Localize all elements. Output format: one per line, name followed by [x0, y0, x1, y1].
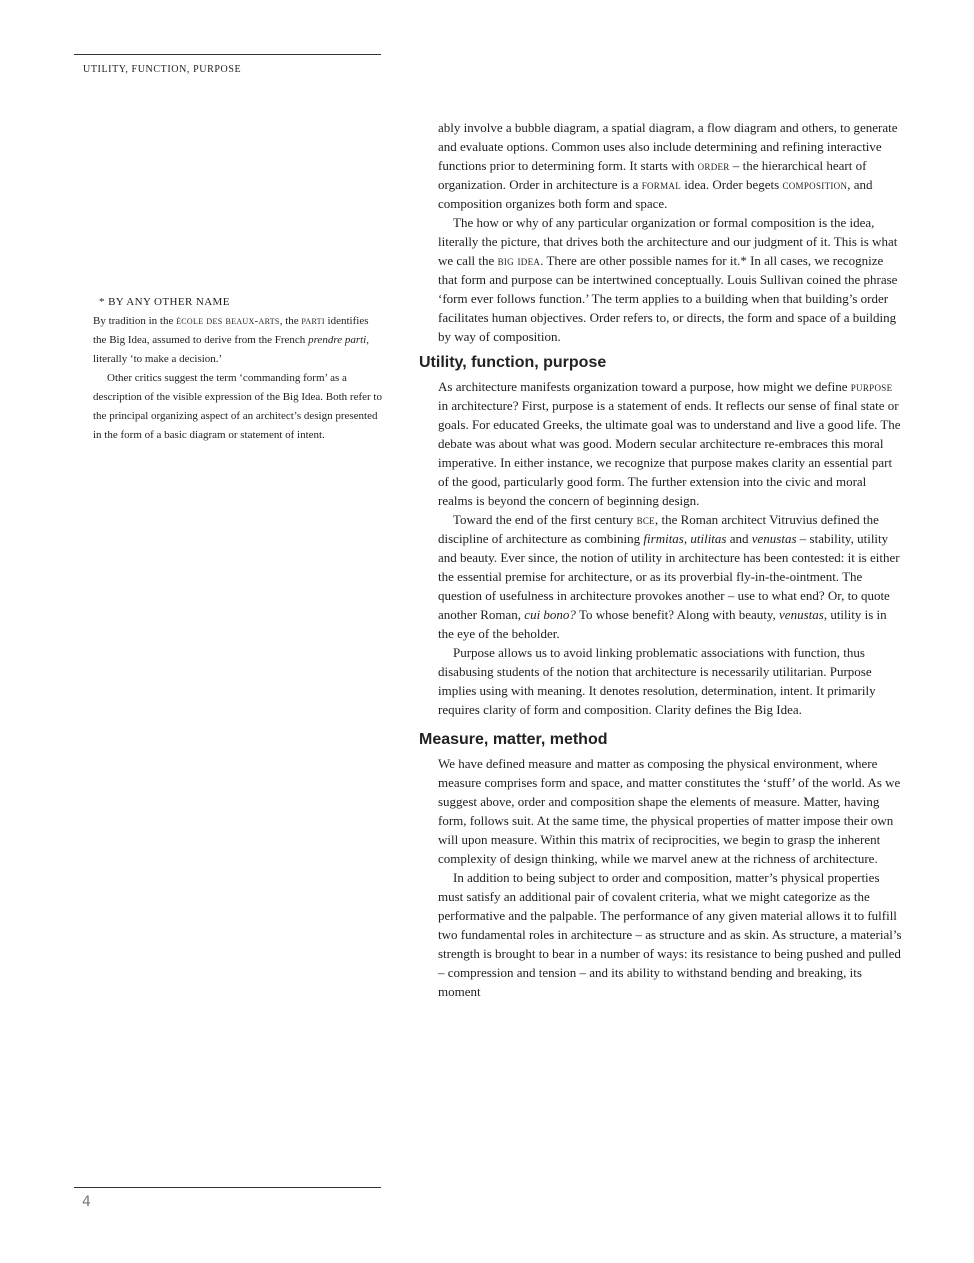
sidenote-title	[99, 293, 383, 312]
bottom-rule	[74, 1187, 381, 1188]
utility-paragraph-1: As architecture manifests organization toward a purpose, how might we define purpose in architecture? First, purpose is a statement of ends. It reflects our sense of final state or goals. For educated Greeks, the ultimate goal was to understand and live a good life. The debate was about what was good. Modern secular architecture re-embraces this moral imperative. In either instance, we recognize that purpose makes clarity an essential part of the good, particularly good form. The further extension into the civic and moral realms is beyond the concern of beginning design.	[438, 379, 901, 508]
utility-paragraph-3: Purpose allows us to avoid linking problematic associations with function, thus disabusing students of the notion that architecture is necessarily utilitarian. Purpose implies using with meaning. It denotes resolution, determination, intent. It primarily requires clarity of form and composition. Clarity defines the Big Idea.	[438, 645, 876, 717]
intro-paragraph-2: The how or why of any particular organization or formal composition is the idea, literally the picture, that drives both the architecture and our judgment of it. This is what we call the big idea. There are other possible names for it.* In all cases, we recognize that form and purpose can be intertwined conceptually. Louis Sullivan coined the phrase ‘form ever follows function.’ The term applies to a building when that building’s order facilitates human objectives. Order refers to, or directs, the form and space of a building by way of composition.	[438, 215, 898, 344]
sidenote-paragraph-1: By tradition in the école des beaux-arts, the parti identifies the Big Idea, assumed to derive from the French prendre parti, literally ‘to make a decision.’	[93, 315, 369, 365]
sidenote	[93, 293, 383, 445]
section-heading-measure: Measure, matter, method	[419, 731, 608, 748]
measure-paragraph-1: We have defined measure and matter as composing the physical environment, where measure comprises form and space, and matter constitutes the ‘stuff’ of the world. As we suggest above, order and composition shape the elements of measure. Matter, having form, follows suit. At the same time, the physical properties of matter impose their own will upon measure. Within this matrix of reciprocities, we begin to grasp the inherent complexity of design thinking, while we marvel anew at the richness of architecture.	[438, 756, 901, 866]
main-column	[419, 118, 904, 1001]
running-head: UTILITY, FUNCTION, PURPOSE	[83, 64, 242, 75]
footnote-marker: *	[99, 296, 105, 308]
intro-paragraph-1: ably involve a bubble diagram, a spatial diagram, a flow diagram and others, to generate and evaluate options. Common uses also include determining and refining interactive functions prior to determining form. It starts with order – the hierarchical heart of organization. Order in architecture is a formal idea. Order begets composition, and composition organizes both form and space.	[438, 120, 898, 211]
measure-paragraph-2: In addition to being subject to order and composition, matter’s physical properties must satisfy an additional pair of covalent criteria, what we might categorize as the performative and the palpable. The performance of any given material allows it to fulfill two fundamental roles in architecture – as structure and as skin. As structure, a material’s strength is brought to bear in a number of ways: its resistance to being pushed and pulled – compression and tension – and its ability to withstand bending and breaking, its moment	[438, 870, 902, 999]
top-rule	[74, 54, 381, 55]
page-number: 4	[82, 1194, 91, 1210]
section-heading-utility: Utility, function, purpose	[419, 354, 607, 371]
sidenote-title-text: BY ANY OTHER NAME	[108, 296, 230, 308]
sidenote-paragraph-2: Other critics suggest the term ‘commanding form’ as a description of the visible expression of the Big Idea. Both refer to the principal organizing aspect of an architect’s design presented in the form of a basic diagram or statement of intent.	[93, 372, 382, 441]
utility-paragraph-2: Toward the end of the first century bce, the Roman architect Vitruvius defined the discipline of architecture as combining firmitas, utilitas and venustas – stability, utility and beauty. Ever since, the notion of utility in architecture has been contested: it is either the essential premise for architecture, or as its proverbial fly-in-the-ointment. The question of usefulness in architecture provokes another – use to what end? Or, to quote another Roman, cui bono? To whose benefit? Along with beauty, venustas, utility is in the eye of the beholder.	[438, 512, 900, 641]
